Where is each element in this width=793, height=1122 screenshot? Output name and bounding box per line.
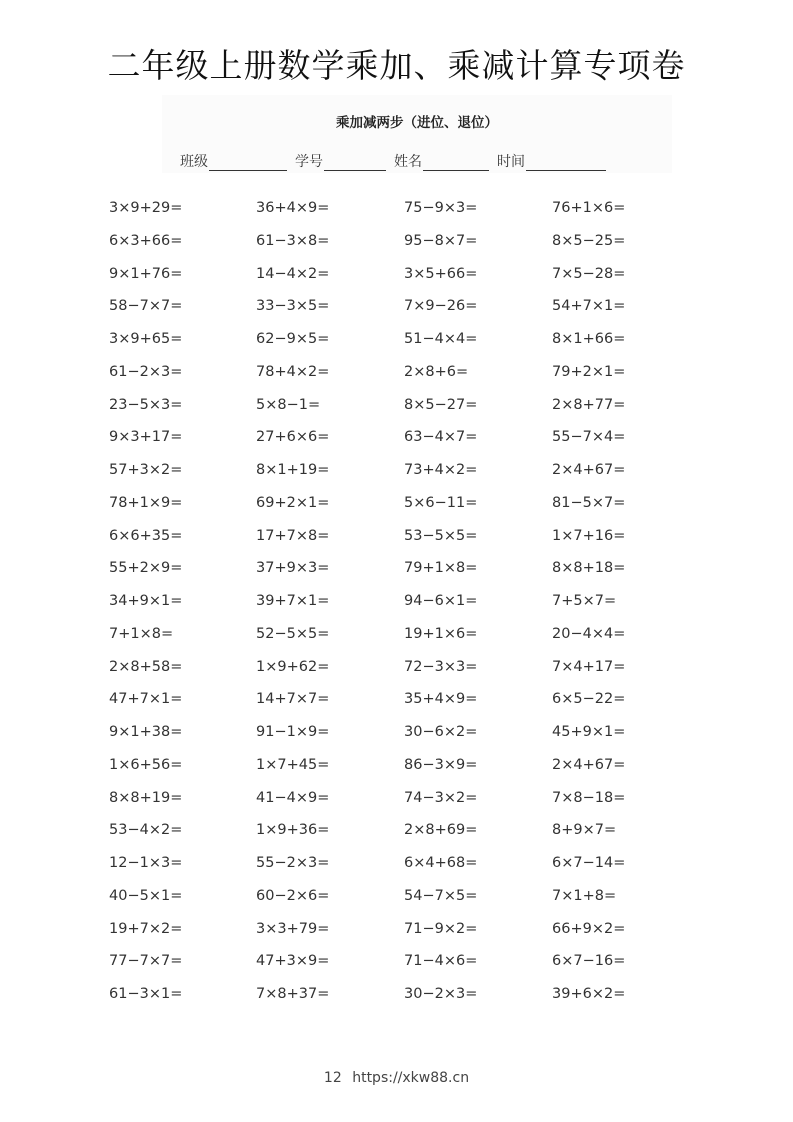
problem-item: 6×6+35= [109, 527, 183, 544]
problem-row [0, 395, 793, 428]
problem-row [0, 886, 793, 919]
problem-item: 47+7×1= [109, 691, 183, 708]
problem-item: 30−2×3= [404, 986, 478, 1002]
problem-row [0, 951, 793, 984]
page-number: 12 [323, 1070, 342, 1086]
problem-row [0, 362, 793, 395]
class-label: 班级 [180, 154, 208, 170]
problem-item: 63−4×7= [404, 429, 478, 446]
problem-item: 2×4+67= [552, 756, 626, 773]
problem-item: 1×7+16= [552, 527, 626, 544]
problem-row [0, 722, 793, 755]
problem-item: 9×1+76= [109, 265, 183, 282]
time-blank[interactable] [526, 156, 606, 171]
problem-item: 6×5−22= [552, 691, 626, 708]
problem-item: 3×3+79= [256, 920, 330, 937]
problem-item: 72−3×3= [404, 658, 478, 675]
problem-item: 62−9×5= [256, 331, 330, 347]
problem-item: 23−5×3= [109, 396, 183, 413]
footer-url[interactable]: https://xkw88.cn [352, 1070, 470, 1086]
problem-item: 8×8+18= [552, 560, 626, 577]
name-field [394, 151, 489, 171]
problem-item: 2×8+58= [109, 658, 183, 675]
problem-item: 19+7×2= [109, 920, 183, 937]
problem-item: 75−9×3= [404, 200, 478, 216]
problem-item: 8+9×7= [552, 822, 617, 839]
problem-item: 3×5+66= [404, 265, 478, 282]
problem-item: 5×8−1= [256, 396, 321, 413]
problem-item: 76+1×6= [552, 200, 626, 216]
problem-item: 39+6×2= [552, 986, 626, 1002]
problem-item: 66+9×2= [552, 920, 626, 937]
problem-item: 27+6×6= [256, 429, 330, 446]
problem-item: 71−9×2= [404, 920, 478, 937]
problem-row [0, 526, 793, 559]
problem-item: 17+7×8= [256, 527, 330, 544]
problem-item: 1×9+62= [256, 658, 330, 675]
problem-item: 78+4×2= [256, 363, 330, 380]
problem-item: 45+9×1= [552, 724, 626, 740]
time-label: 时间 [497, 154, 525, 170]
problem-item: 1×9+36= [256, 822, 330, 839]
problem-item: 33−3×5= [256, 298, 330, 315]
problem-item: 57+3×2= [109, 462, 183, 478]
problem-item: 7+5×7= [552, 593, 617, 609]
problem-item: 7+1×8= [109, 625, 174, 642]
problem-item: 73+4×2= [404, 462, 478, 478]
problem-item: 37+9×3= [256, 560, 330, 577]
problem-row [0, 591, 793, 624]
problem-item: 52−5×5= [256, 625, 330, 642]
problem-item: 2×8+77= [552, 396, 626, 413]
problem-row [0, 296, 793, 329]
student-number-blank[interactable] [324, 156, 386, 171]
problem-item: 78+1×9= [109, 494, 183, 511]
problem-item: 8×1+66= [552, 331, 626, 347]
problem-row [0, 264, 793, 297]
problem-item: 79+1×8= [404, 560, 478, 577]
problem-item: 7×4+17= [552, 658, 626, 675]
problem-item: 71−4×6= [404, 953, 478, 970]
problem-item: 53−4×2= [109, 822, 183, 839]
problem-item: 41−4×9= [256, 789, 330, 806]
problem-item: 14+7×7= [256, 691, 330, 708]
problem-item: 91−1×9= [256, 724, 330, 740]
problem-item: 55−7×4= [552, 429, 626, 446]
problem-row [0, 427, 793, 460]
class-blank[interactable] [209, 156, 287, 171]
problem-item: 77−7×7= [109, 953, 183, 970]
problem-item: 2×4+67= [552, 462, 626, 478]
problem-item: 5×6−11= [404, 494, 478, 511]
problem-item: 6×3+66= [109, 232, 183, 249]
problem-row [0, 984, 793, 1017]
problem-row [0, 198, 793, 231]
page-footer [0, 1070, 793, 1086]
problem-row [0, 788, 793, 821]
problem-item: 2×8+69= [404, 822, 478, 839]
problem-item: 20−4×4= [552, 625, 626, 642]
problem-item: 19+1×6= [404, 625, 478, 642]
problem-item: 8×1+19= [256, 462, 330, 478]
problem-item: 47+3×9= [256, 953, 330, 970]
problem-row [0, 820, 793, 853]
problem-item: 58−7×7= [109, 298, 183, 315]
problem-item: 53−5×5= [404, 527, 478, 544]
problem-row [0, 919, 793, 952]
student-number-field [295, 151, 386, 171]
problem-row [0, 624, 793, 657]
problem-row [0, 853, 793, 886]
problem-item: 54−7×5= [404, 887, 478, 904]
worksheet-header [162, 95, 672, 173]
problem-item: 7×8+37= [256, 986, 330, 1002]
worksheet-subtitle: 乘加减两步（进位、退位） [336, 115, 498, 131]
problem-item: 61−3×8= [256, 232, 330, 249]
class-field [180, 151, 287, 171]
problem-item: 7×9−26= [404, 298, 478, 315]
problem-item: 79+2×1= [552, 363, 626, 380]
problem-item: 6×4+68= [404, 855, 478, 871]
problem-item: 51−4×4= [404, 331, 478, 347]
problem-item: 74−3×2= [404, 789, 478, 806]
problem-row [0, 329, 793, 362]
problem-item: 8×5−25= [552, 232, 626, 249]
problem-item: 3×9+65= [109, 331, 183, 347]
problem-item: 40−5×1= [109, 887, 183, 904]
problem-item: 6×7−14= [552, 855, 626, 871]
problem-item: 61−3×1= [109, 986, 183, 1002]
problem-item: 60−2×6= [256, 887, 330, 904]
problem-row [0, 493, 793, 526]
problem-item: 54+7×1= [552, 298, 626, 315]
problem-item: 7×5−28= [552, 265, 626, 282]
problem-item: 94−6×1= [404, 593, 478, 609]
problem-item: 12−1×3= [109, 855, 183, 871]
problem-item: 34+9×1= [109, 593, 183, 609]
problem-item: 1×7+45= [256, 756, 330, 773]
problem-item: 3×9+29= [109, 200, 183, 216]
page-title: 二年级上册数学乘加、乘减计算专项卷 [107, 46, 686, 85]
problem-item: 30−6×2= [404, 724, 478, 740]
problem-row [0, 558, 793, 591]
problem-row [0, 231, 793, 264]
problem-item: 39+7×1= [256, 593, 330, 609]
student-number-label: 学号 [295, 154, 323, 170]
student-info-line [180, 151, 614, 171]
problem-item: 8×5−27= [404, 396, 478, 413]
problem-item: 81−5×7= [552, 494, 626, 511]
problem-item: 61−2×3= [109, 363, 183, 380]
problem-item: 7×1+8= [552, 887, 617, 904]
problem-item: 6×7−16= [552, 953, 626, 970]
problem-item: 35+4×9= [404, 691, 478, 708]
problem-item: 36+4×9= [256, 200, 330, 216]
problem-item: 9×1+38= [109, 724, 183, 740]
problem-item: 1×6+56= [109, 756, 183, 773]
problem-row [0, 460, 793, 493]
problem-item: 86−3×9= [404, 756, 478, 773]
problem-row [0, 755, 793, 788]
problem-item: 69+2×1= [256, 494, 330, 511]
problem-item: 2×8+6= [404, 363, 469, 380]
problem-item: 55+2×9= [109, 560, 183, 577]
name-blank[interactable] [423, 156, 489, 171]
problem-item: 8×8+19= [109, 789, 183, 806]
problem-item: 55−2×3= [256, 855, 330, 871]
name-label: 姓名 [394, 154, 422, 170]
problem-item: 9×3+17= [109, 429, 183, 446]
problem-row [0, 657, 793, 690]
problem-grid [0, 198, 793, 1017]
problem-item: 7×8−18= [552, 789, 626, 806]
problem-item: 95−8×7= [404, 232, 478, 249]
problem-item: 14−4×2= [256, 265, 330, 282]
time-field [497, 151, 606, 171]
problem-row [0, 689, 793, 722]
